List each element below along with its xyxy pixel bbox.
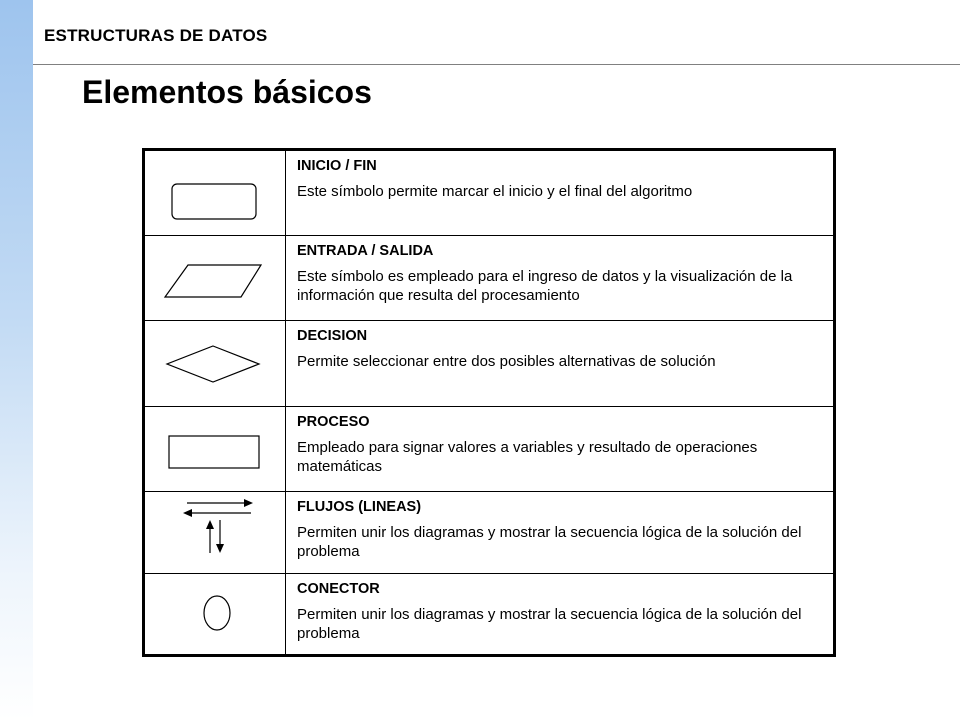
symbol-cell bbox=[144, 492, 286, 574]
header-title: ESTRUCTURAS DE DATOS bbox=[44, 26, 268, 45]
description-cell bbox=[286, 236, 835, 321]
symbol-cell bbox=[144, 321, 286, 407]
description-cell bbox=[286, 150, 835, 236]
terminator-icon bbox=[145, 151, 285, 237]
diamond-icon bbox=[145, 321, 285, 407]
item-description: Permiten unir los diagramas y mostrar la secuencia lógica de la solución del problema bbox=[297, 524, 802, 560]
left-accent-bar bbox=[0, 0, 33, 720]
description-cell bbox=[286, 321, 835, 407]
item-description: Este símbolo permite marcar el inicio y el final del algoritmo bbox=[297, 183, 693, 200]
symbol-cell bbox=[144, 407, 286, 492]
table-row bbox=[144, 150, 835, 236]
item-name: ENTRADA / SALIDA bbox=[297, 243, 434, 259]
table-row bbox=[144, 574, 835, 656]
connector-circle-icon bbox=[145, 574, 285, 656]
item-name: INICIO / FIN bbox=[297, 158, 377, 174]
table-row bbox=[144, 407, 835, 492]
table-row bbox=[144, 321, 835, 407]
description-cell bbox=[286, 492, 835, 574]
flow-arrows-icon bbox=[145, 492, 285, 574]
header-divider bbox=[33, 64, 960, 65]
symbol-cell bbox=[144, 150, 286, 236]
page-title: Elementos básicos bbox=[82, 74, 372, 110]
item-name: DECISION bbox=[297, 328, 368, 344]
item-description: Permite seleccionar entre dos posibles alternativas de solución bbox=[297, 353, 716, 370]
symbols-table bbox=[142, 148, 836, 657]
item-name: CONECTOR bbox=[297, 581, 380, 597]
rectangle-icon bbox=[145, 407, 285, 492]
table-row bbox=[144, 492, 835, 574]
item-name: FLUJOS (LINEAS) bbox=[297, 499, 422, 515]
description-cell bbox=[286, 574, 835, 656]
symbol-cell bbox=[144, 236, 286, 321]
symbol-cell bbox=[144, 574, 286, 656]
item-description: Empleado para signar valores a variables y resultado de operaciones matemáticas bbox=[297, 439, 758, 475]
description-cell bbox=[286, 407, 835, 492]
table-row bbox=[144, 236, 835, 321]
item-name: PROCESO bbox=[297, 414, 370, 430]
item-description: Este símbolo es empleado para el ingreso de datos y la visualización de la información que resulta del procesamiento bbox=[297, 268, 793, 304]
item-description: Permiten unir los diagramas y mostrar la secuencia lógica de la solución del problema bbox=[297, 606, 802, 642]
parallelogram-icon bbox=[145, 236, 285, 321]
